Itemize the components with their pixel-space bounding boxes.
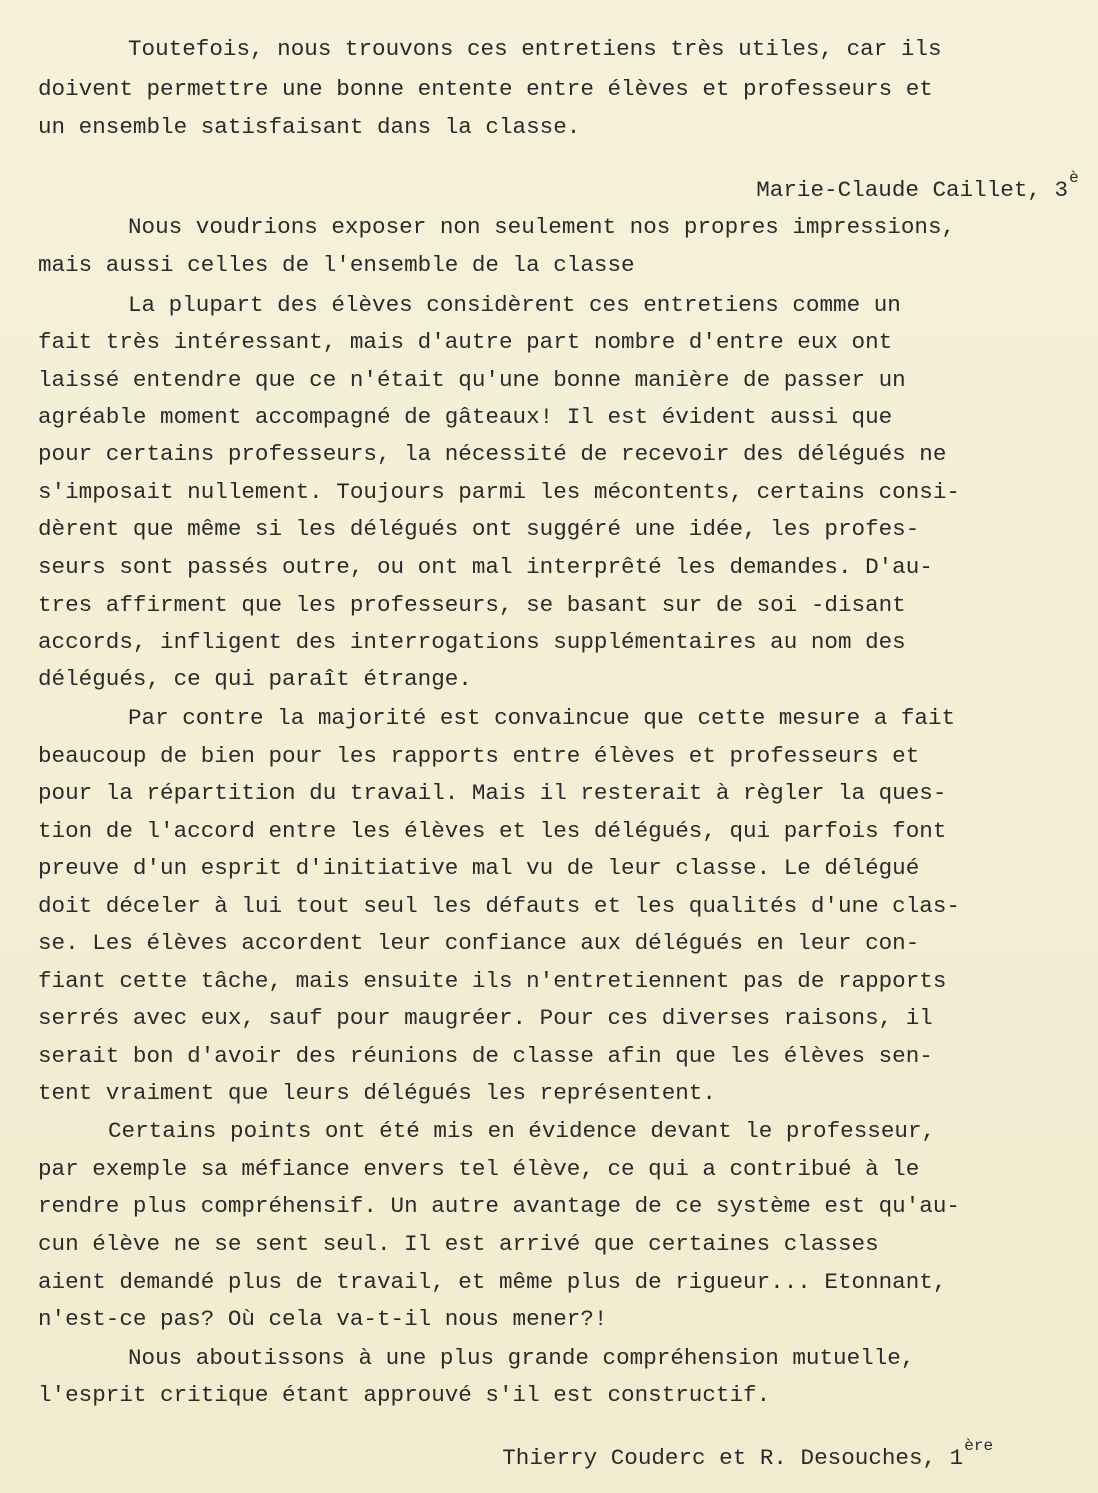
text-line: La plupart des élèves considèrent ces entretiens comme un: [128, 292, 901, 318]
signature-superscript: ère: [964, 1436, 994, 1455]
text-line: serait bon d'avoir des réunions de classe afin que les élèves sen-: [38, 1043, 933, 1069]
signature-name: Marie-Claude Caillet, 3: [756, 176, 1069, 203]
text-line: s'imposait nullement. Toujours parmi les mécontents, certains consi-: [38, 479, 960, 505]
text-line: tent vraiment que leurs délégués les représentent.: [38, 1080, 716, 1106]
text-line: Nous aboutissons à une plus grande compréhension mutuelle,: [128, 1345, 915, 1371]
text-line: Toutefois, nous trouvons ces entretiens très utiles, car ils: [128, 36, 942, 62]
signature-superscript: è: [1069, 168, 1079, 187]
text-line: pour certains professeurs, la nécessité de recevoir des délégués ne: [38, 441, 947, 467]
text-line: pour la répartition du travail. Mais il resterait à règler la ques-: [38, 780, 947, 806]
text-line: laissé entendre que ce n'était qu'une bonne manière de passer un: [38, 367, 906, 393]
text-line: doivent permettre une bonne entente entre élèves et professeurs et: [38, 76, 933, 102]
text-line: dèrent que même si les délégués ont suggéré une idée, les profes-: [38, 516, 920, 542]
text-line: beaucoup de bien pour les rapports entre élèves et professeurs et: [38, 743, 920, 769]
text-line: cun élève ne se sent seul. Il est arrivé que certaines classes: [38, 1231, 879, 1257]
text-line: doit déceler à lui tout seul les défauts et les qualités d'une clas-: [38, 893, 960, 919]
text-line: fait très intéressant, mais d'autre part nombre d'entre eux ont: [38, 329, 893, 355]
text-line: se. Les élèves accordent leur confiance aux délégués en leur con-: [38, 930, 920, 956]
text-line: l'esprit critique étant approuvé s'il est constructif.: [38, 1382, 771, 1408]
text-line: serrés avec eux, sauf pour maugréer. Pour ces diverses raisons, il: [38, 1005, 933, 1031]
text-line: seurs sont passés outre, ou ont mal interprêté les demandes. D'au-: [38, 554, 933, 580]
text-line: rendre plus compréhensif. Un autre avantage de ce système est qu'au-: [38, 1193, 960, 1219]
text-line: fiant cette tâche, mais ensuite ils n'entretiennent pas de rapports: [38, 968, 947, 994]
text-line: Par contre la majorité est convaincue que cette mesure a fait: [128, 705, 956, 731]
text-line: Nous voudrions exposer non seulement nos propres impressions,: [128, 214, 956, 240]
text-line: délégués, ce qui paraît étrange.: [38, 666, 472, 692]
text-line: tres affirment que les professeurs, se basant sur de soi -disant: [38, 592, 906, 618]
text-line: mais aussi celles de l'ensemble de la classe: [38, 252, 635, 278]
text-line: tion de l'accord entre les élèves et les délégués, qui parfois font: [38, 818, 947, 844]
text-line: par exemple sa méfiance envers tel élève, ce qui a contribué à le: [38, 1156, 920, 1182]
text-line: un ensemble satisfaisant dans la classe.: [38, 114, 581, 140]
signature-name: Thierry Couderc et R. Desouches, 1: [502, 1444, 964, 1471]
text-line: accords, infligent des interrogations supplémentaires au nom des: [38, 629, 906, 655]
text-line: Certains points ont été mis en évidence devant le professeur,: [108, 1118, 936, 1144]
text-line: preuve d'un esprit d'initiative mal vu de leur classe. Le délégué: [38, 855, 920, 881]
signature-couderc-desouches: [448, 1424, 993, 1492]
text-line: agréable moment accompagné de gâteaux! Il est évident aussi que: [38, 404, 893, 430]
text-line: aient demandé plus de travail, et même plus de rigueur... Etonnant,: [38, 1269, 947, 1295]
text-line: n'est-ce pas? Où cela va-t-il nous mener?!: [38, 1306, 608, 1332]
